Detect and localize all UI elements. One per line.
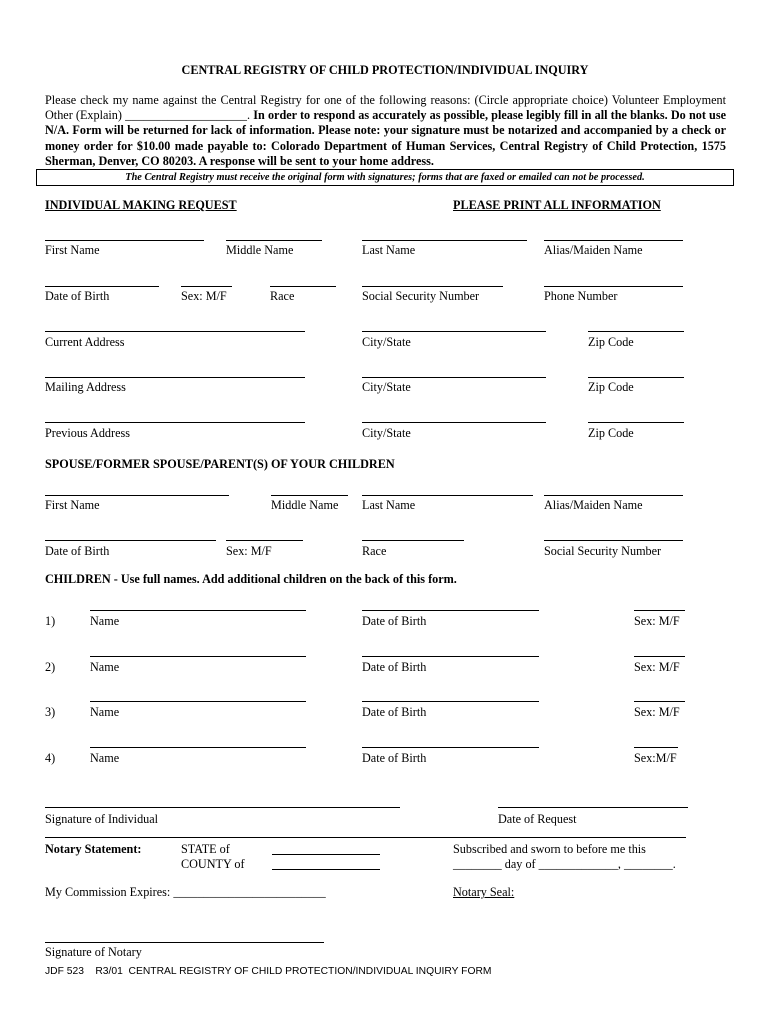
middle-name-label: Middle Name	[226, 243, 294, 257]
current-city-field[interactable]	[362, 331, 546, 332]
child-1-number: 1)	[45, 614, 56, 628]
form-title: CENTRAL REGISTRY OF CHILD PROTECTION/INDIVIDUAL INQUIRY	[181, 63, 589, 77]
previous-address-label: Previous Address	[45, 426, 130, 440]
mailing-zip-field[interactable]	[588, 377, 684, 378]
current-zip-field[interactable]	[588, 331, 684, 332]
alias-field[interactable]	[544, 240, 683, 241]
intro-plain: Please check my name against the Central Registry for one of the following reasons: (Circle appropriate choice) Volunteer Employment Other (Explain) ____________________.	[45, 93, 726, 123]
child-4-dob-label: Date of Birth	[362, 751, 427, 765]
commission-expires-field[interactable]: My Commission Expires: _________________________	[45, 885, 326, 899]
mailing-city-field[interactable]	[362, 377, 546, 378]
notary-divider	[45, 837, 686, 838]
child-1-dob-label: Date of Birth	[362, 614, 427, 628]
individual-signature-field[interactable]	[45, 807, 400, 808]
child-2-sex-field[interactable]	[634, 656, 685, 657]
spouse-race-label: Race	[362, 544, 387, 558]
individual-signature-label: Signature of Individual	[45, 812, 159, 826]
previous-zip-field[interactable]	[588, 422, 684, 423]
child-3-name-label: Name	[90, 705, 120, 719]
child-4-name-field[interactable]	[90, 747, 306, 748]
mailing-address-label: Mailing Address	[45, 380, 126, 394]
child-2-dob-label: Date of Birth	[362, 660, 427, 674]
child-2-number: 2)	[45, 660, 56, 674]
spouse-last-name-label: Last Name	[362, 498, 416, 512]
section-spouse-heading: SPOUSE/FORMER SPOUSE/PARENT(S) OF YOUR CHILDREN	[45, 457, 395, 471]
section-individual-heading: INDIVIDUAL MAKING REQUEST	[45, 198, 237, 212]
last-name-label: Last Name	[362, 243, 416, 257]
current-address-field[interactable]	[45, 331, 305, 332]
first-name-label: First Name	[45, 243, 100, 257]
spouse-middle-name-field[interactable]	[271, 495, 348, 496]
sex-label: Sex: M/F	[181, 289, 227, 303]
dob-label: Date of Birth	[45, 289, 110, 303]
print-all-heading: PLEASE PRINT ALL INFORMATION	[453, 198, 661, 212]
subscribed-text: Subscribed and sworn to before me this	[453, 842, 646, 856]
child-2-name-label: Name	[90, 660, 120, 674]
current-zip-label: Zip Code	[588, 335, 634, 349]
previous-city-field[interactable]	[362, 422, 546, 423]
mailing-city-label: City/State	[362, 380, 411, 394]
mailing-address-field[interactable]	[45, 377, 305, 378]
spouse-ssn-label: Social Security Number	[544, 544, 662, 558]
notice-box: The Central Registry must receive the original form with signatures; forms that are faxed or emailed can not be processed.	[36, 169, 734, 186]
notary-signature-label: Signature of Notary	[45, 945, 142, 959]
day-of-field[interactable]: ________ day of _____________, ________.	[453, 857, 676, 871]
child-4-sex-field[interactable]	[634, 747, 678, 748]
child-3-sex-field[interactable]	[634, 701, 685, 702]
previous-address-field[interactable]	[45, 422, 305, 423]
spouse-sex-field[interactable]	[226, 540, 303, 541]
alias-label: Alias/Maiden Name	[544, 243, 643, 257]
last-name-field[interactable]	[362, 240, 527, 241]
spouse-first-name-label: First Name	[45, 498, 100, 512]
ssn-field[interactable]	[362, 286, 503, 287]
child-1-dob-field[interactable]	[362, 610, 539, 611]
intro-bold: In order to respond as accurately as possible, please legibly fill in all the blanks. Do not use N/A. Form will be returned for lack of information. Please note: your signature must be notarized and accompanied by a check or money order for $10.00 made payable to: Colorado Department of Human Services, Central Registry of Child Protection, 1575 Sherman, Denver, CO 80203. A response will be sent to your home address.	[45, 108, 726, 168]
child-4-number: 4)	[45, 751, 56, 765]
child-3-number: 3)	[45, 705, 56, 719]
request-date-field[interactable]	[498, 807, 688, 808]
spouse-alias-field[interactable]	[544, 495, 683, 496]
child-3-name-field[interactable]	[90, 701, 306, 702]
sex-field[interactable]	[181, 286, 232, 287]
child-1-name-label: Name	[90, 614, 120, 628]
spouse-middle-name-label: Middle Name	[271, 498, 339, 512]
race-field[interactable]	[270, 286, 336, 287]
previous-city-label: City/State	[362, 426, 411, 440]
notary-seal-label: Notary Seal:	[453, 885, 515, 899]
request-date-label: Date of Request	[498, 812, 577, 826]
spouse-sex-label: Sex: M/F	[226, 544, 272, 558]
ssn-label: Social Security Number	[362, 289, 480, 303]
spouse-ssn-field[interactable]	[544, 540, 683, 541]
previous-zip-label: Zip Code	[588, 426, 634, 440]
section-children-heading: CHILDREN - Use full names. Add additional children on the back of this form.	[45, 572, 457, 586]
state-field[interactable]	[272, 854, 380, 855]
state-label: STATE of	[181, 842, 230, 856]
child-4-dob-field[interactable]	[362, 747, 539, 748]
child-4-sex-label: Sex:M/F	[634, 751, 677, 765]
race-label: Race	[270, 289, 295, 303]
spouse-race-field[interactable]	[362, 540, 464, 541]
mailing-zip-label: Zip Code	[588, 380, 634, 394]
spouse-last-name-field[interactable]	[362, 495, 533, 496]
child-1-sex-field[interactable]	[634, 610, 685, 611]
notary-statement-label: Notary Statement:	[45, 842, 142, 856]
child-2-sex-label: Sex: M/F	[634, 660, 680, 674]
county-field[interactable]	[272, 869, 380, 870]
spouse-first-name-field[interactable]	[45, 495, 229, 496]
form-footer: JDF 523 R3/01 CENTRAL REGISTRY OF CHILD PROTECTION/INDIVIDUAL INQUIRY FORM	[45, 966, 492, 977]
dob-field[interactable]	[45, 286, 159, 287]
notary-signature-field[interactable]	[45, 942, 324, 943]
intro-paragraph	[45, 93, 726, 169]
child-1-name-field[interactable]	[90, 610, 306, 611]
phone-label: Phone Number	[544, 289, 618, 303]
spouse-dob-label: Date of Birth	[45, 544, 110, 558]
spouse-alias-label: Alias/Maiden Name	[544, 498, 643, 512]
child-3-dob-label: Date of Birth	[362, 705, 427, 719]
county-label: COUNTY of	[181, 857, 245, 871]
current-address-label: Current Address	[45, 335, 125, 349]
middle-name-field[interactable]	[226, 240, 322, 241]
child-1-sex-label: Sex: M/F	[634, 614, 680, 628]
child-3-sex-label: Sex: M/F	[634, 705, 680, 719]
child-2-dob-field[interactable]	[362, 656, 539, 657]
current-city-label: City/State	[362, 335, 411, 349]
phone-field[interactable]	[544, 286, 683, 287]
spouse-dob-field[interactable]	[45, 540, 216, 541]
first-name-field[interactable]	[45, 240, 204, 241]
child-3-dob-field[interactable]	[362, 701, 539, 702]
child-4-name-label: Name	[90, 751, 120, 765]
child-2-name-field[interactable]	[90, 656, 306, 657]
